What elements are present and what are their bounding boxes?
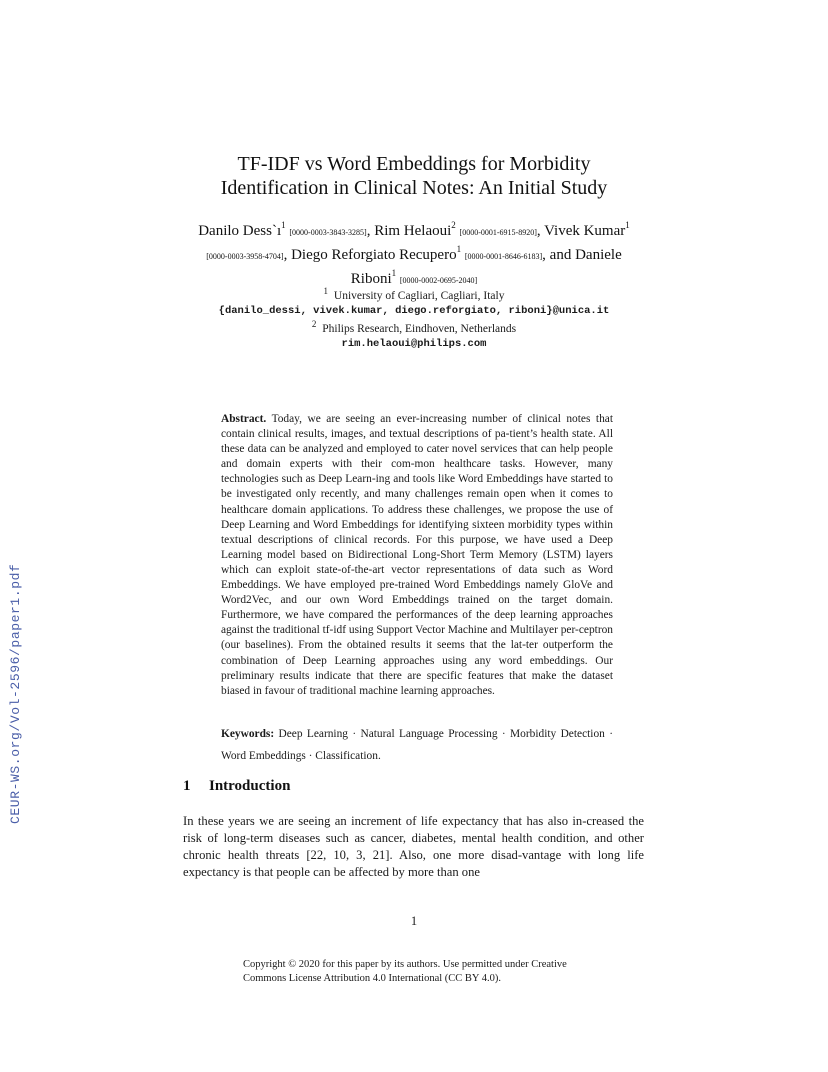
copyright-notice: Copyright © 2020 for this paper by its authors. Use permitted under Creative Commons License Attribution 4.0 International (CC BY 4.0). <box>243 959 567 984</box>
author: Daniele Riboni$^1$ [0000-0002-0695-2040] <box>350 247 622 287</box>
section-heading <box>183 778 290 795</box>
affiliation-name: Philips Research, Eindhoven, Netherlands <box>322 323 517 335</box>
paper-title <box>100 152 728 200</box>
section-number: 1 <box>183 778 191 794</box>
title-line-2: Identification in Clinical Notes: An Initial Study <box>220 177 608 199</box>
orcid-id: [0000-0001-6915-8920] <box>459 228 537 237</box>
author: Vivek Kumar$^1$ [0000-0003-3958-4704], <box>206 220 630 263</box>
orcid-id: [0000-0003-3958-4704] <box>206 252 284 261</box>
affiliation-email: {danilo_dessi, vivek.kumar, diego.reforgiato, riboni}@unica.it <box>218 305 610 317</box>
intro-paragraph: In these years we are seeing an increment of life expectancy that has also in-creased the risk of long-term diseases such as cancer, diabetes, mental health condition, and other chronic health threats [22, 10, 3, 21]. Also, one more disad-vantage with long life expectancy is that people can be affected by more than one <box>183 814 644 879</box>
affiliation-2: $^2$ Philips Research, Eindhoven, Netherlands rim.helaoui@philips.com <box>186 322 642 352</box>
orcid-id: [0000-0001-8646-6183] <box>464 252 543 261</box>
author: Diego Reforgiato Recupero$^1$ [0000-0001-8646-6183], and <box>291 244 576 263</box>
orcid-id: [0000-0002-0695-2040] <box>399 276 478 285</box>
author-list <box>186 220 642 292</box>
abstract-label: Abstract. <box>221 413 267 425</box>
author: Danilo $Dess`ı^1$ [0000-0003-3843-3285], <box>198 220 375 239</box>
section-title: Introduction <box>209 778 291 794</box>
affiliation-email: rim.helaoui@philips.com <box>341 338 487 350</box>
keywords-text: Deep Learning · Natural Language Processing · Morbidity Detection · Word Embeddings · Classification. <box>221 728 613 762</box>
abstract <box>221 412 613 699</box>
title-line-1: TF-IDF vs Word Embeddings for Morbidity <box>237 153 591 175</box>
keywords <box>221 723 613 767</box>
affiliation-1: $^1$ University of Cagliari, Cagliari, Italy {danilo_dessi, vivek.kumar, diego.reforgiato, riboni}@unica.it <box>186 289 642 319</box>
page-number: 1 <box>410 914 418 928</box>
abstract-text: Today, we are seeing an ever-increasing number of clinical notes that contain clinical results, images, and textual descriptions of pa-tient’s health state. All these data can be analyzed and employed to cater novel services that can help people and domain experts with their com-mon healthcare tasks. However, many technologies such as Deep Learn-ing and tools like Word Embeddings have started to be investigated only recently, and many challenges remain open when it comes to healthcare domain applications. To address these challenges, we propose the use of Deep Learning and Word Embeddings for identifying sixteen morbidity types within textual descriptions of clinical records. For this purpose, we have used a Deep Learning model based on Bidirectional Long-Short Term Memory (LSTM) layers which can exploit state-of-the-art vector representations of data such as Word Embeddings. We have employed pre-trained Word Embeddings namely GloVe and Word2Vec, and our own Word Embeddings trained on the target domain. Furthermore, we have compared the performances of the deep learning approaches against the traditional tf-idf using Support Vector Machine and Multilayer per-ceptron (our baselines). From the obtained results it seems that the lat-ter outperform the combination of Deep Learning approaches using any word embeddings. Our preliminary results indicate that there are specific features that make the dataset biased in favour of traditional machine learning approaches. <box>221 413 613 697</box>
affiliation-name: University of Cagliari, Cagliari, Italy <box>333 290 505 302</box>
author: Rim Helaoui$^2$ [0000-0001-6915-8920], <box>374 220 545 239</box>
orcid-id: [0000-0003-3843-3285] <box>289 228 367 237</box>
keywords-label: Keywords: <box>221 728 275 740</box>
venue-side-label: CEUR-WS.org/Vol-2596/paper1.pdf <box>8 563 23 824</box>
